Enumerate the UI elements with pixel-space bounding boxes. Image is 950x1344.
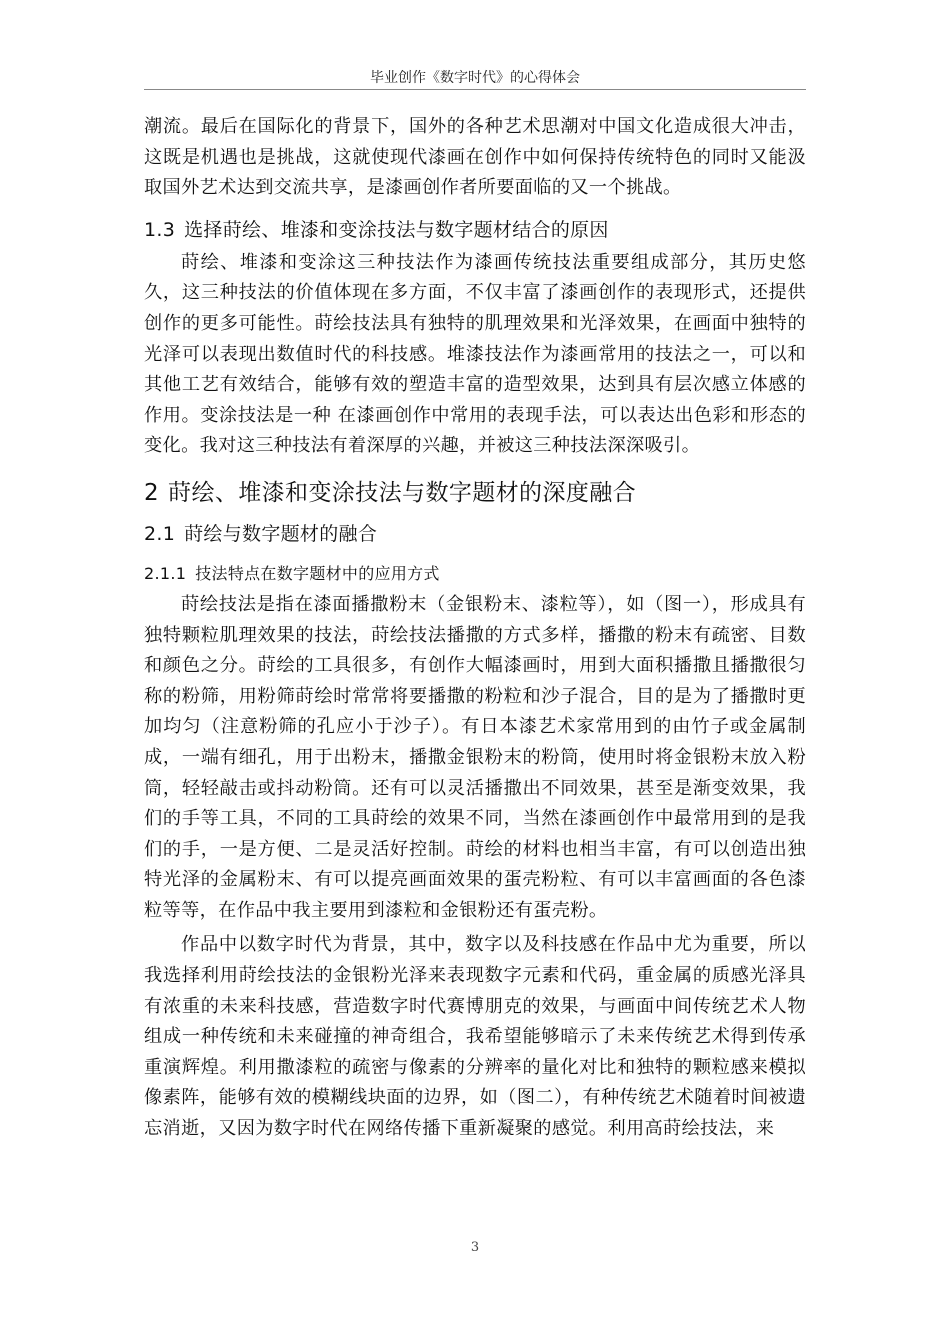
page-number: 3 [470,1240,480,1255]
chapter-title: 莳绘、堆漆和变涂技法与数字题材的深度融合 [168,479,637,506]
chapter-number: 2 [144,479,160,506]
section-number: 1.3 [144,218,176,241]
page-content [144,112,806,1145]
body-paragraph: 潮流。最后在国际化的背景下，国外的各种艺术思潮对中国文化造成很大冲击，这既是机遇也是挑战，这就使现代漆画在创作中如何保持传统特色的同时又能汲取国外艺术达到交流共享，是漆画创作者所要面临的又一个挑战。 [144,116,806,199]
section-heading-2-1 [144,520,806,548]
body-paragraph: 莳绘、堆漆和变涂这三种技法作为漆画传统技法重要组成部分，其历史悠久，这三种技法的价值体现在多方面，不仅丰富了漆画创作的表现形式，还提供创作的更多可能性。莳绘技法具有独特的肌理效果和光泽效果，在画面中独特的光泽可以表现出数值时代的科技感。堆漆技法作为漆画常用的技法之一，可以和其他工艺有效结合，能够有效的塑造丰富的造型效果，达到具有层次感立体感的作用。变涂技法是一种 在漆画创作中常用的表现手法，可以表达出色彩和形态的变化。我对这三种技法有着深厚的兴趣，并被这三种技法深深吸引。 [144,251,806,457]
section-title: 莳绘与数字题材的融合 [184,522,378,545]
running-header: 毕业创作《数字时代》的心得体会 [370,70,580,86]
chapter-heading-2 [144,476,806,510]
section-title: 选择莳绘、堆漆和变涂技法与数字题材结合的原因 [184,218,609,241]
header-divider [144,89,806,90]
subsection-title: 技法特点在数字题材中的应用方式 [195,563,440,583]
section-heading-1-3 [144,216,806,244]
subsection-heading-2-1-1 [144,562,806,586]
body-paragraph: 作品中以数字时代为背景，其中，数字以及科技感在作品中尤为重要，所以我选择利用莳绘技法的金银粉光泽来表现数字元素和代码，重金属的质感光泽具有浓重的未来科技感，营造数字时代赛博朋克的效果，与画面中间传统艺术人物组成一种传统和未来碰撞的神奇组合，我希望能够暗示了未来传统艺术得到传承重演辉煌。利用撒漆粒的疏密与像素的分辨率的量化对比和独特的颗粒感来模拟像素阵，能够有效的模糊线块面的边界，如（图二），有种传统艺术随着时间被遗忘消逝，又因为数字时代在网络传播下重新凝聚的感觉。利用高莳绘技法，来 [144,934,806,1140]
body-paragraph: 莳绘技法是指在漆面播撒粉末（金银粉末、漆粒等），如（图一），形成具有独特颗粒肌理效果的技法，莳绘技法播撒的方式多样，播撒的粉末有疏密、目数和颜色之分。莳绘的工具很多，有创作大幅漆画时，用到大面积播撒且播撒很匀称的粉筛，用粉筛莳绘时常常将要播撒的粉粒和沙子混合，目的是为了播撒时更加均匀（注意粉筛的孔应小于沙子）。有日本漆艺术家常用到的由竹子或金属制成，一端有细孔，用于出粉末，播撒金银粉末的粉筒，使用时将金银粉末放入粉筒，轻轻敲击或抖动粉筒。还有可以灵活播撒出不同效果，甚至是渐变效果，我们的手等工具，不同的工具莳绘的效果不同，当然在漆画创作中最常用到的是我们的手，一是方便、二是灵活好控制。莳绘的材料也相当丰富，有可以创造出独特光泽的金属粉末、有可以提亮画面效果的蛋壳粉粒、有可以丰富画面的各色漆粒等等，在作品中我主要用到漆粒和金银粉还有蛋壳粉。 [144,593,806,921]
section-number: 2.1 [144,522,176,545]
subsection-number: 2.1.1 [144,563,187,583]
